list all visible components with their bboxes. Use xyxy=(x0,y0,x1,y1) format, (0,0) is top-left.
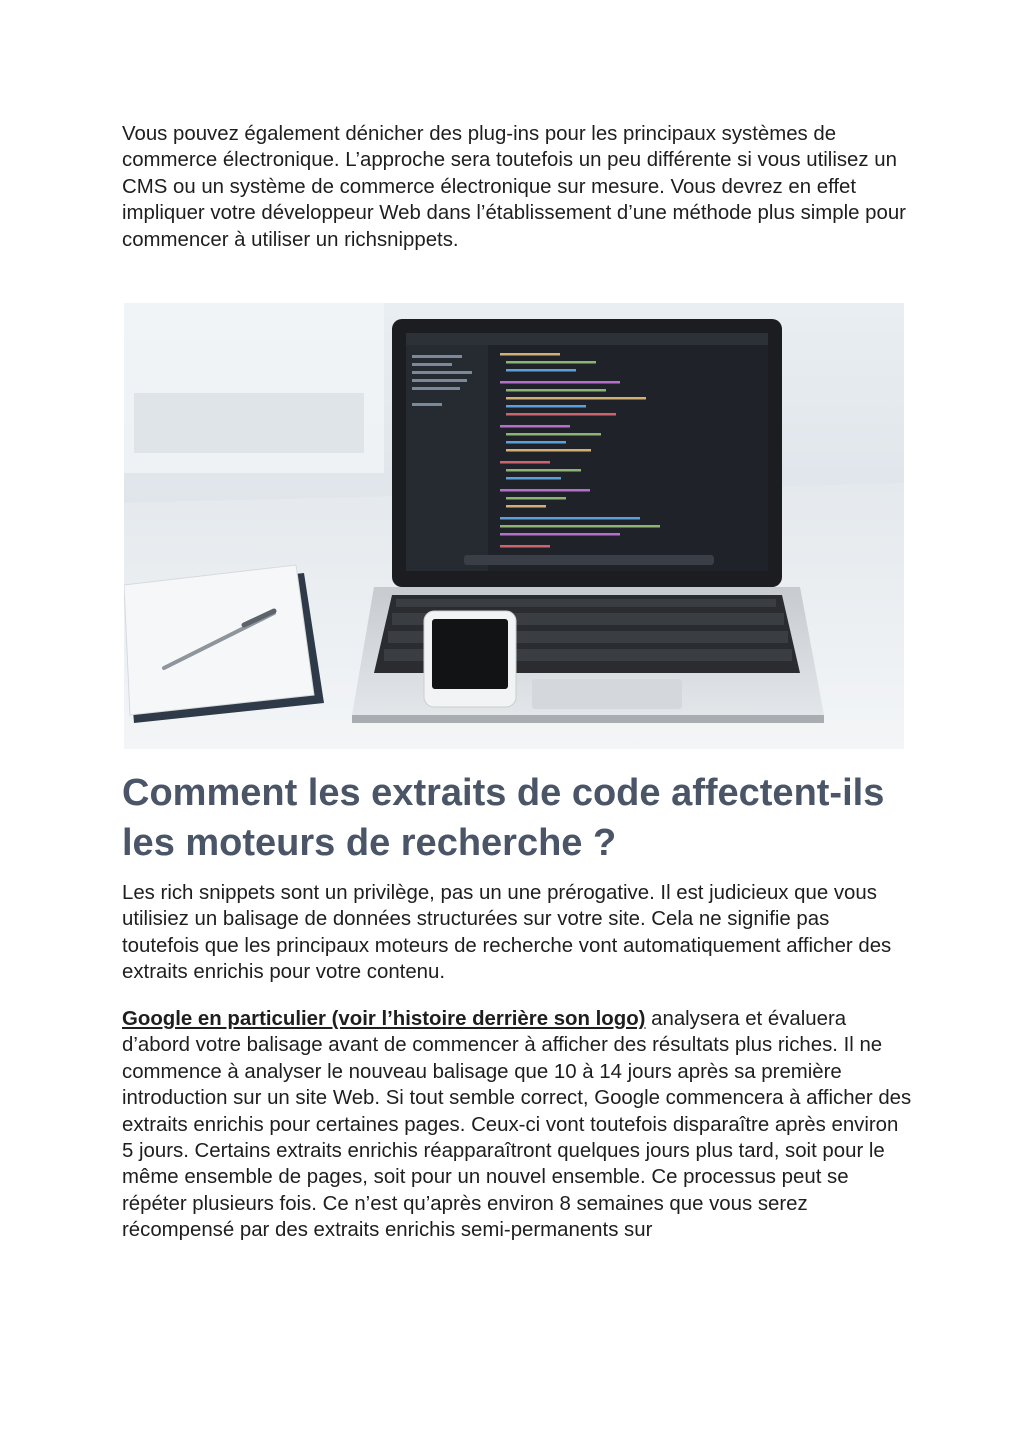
section-heading: Comment les extraits de code affectent-ils les moteurs de recherche ? xyxy=(122,772,885,864)
intro-paragraph: Vous pouvez également dénicher des plug-ins pour les principaux systèmes de commerce électronique. L’approche sera toutefois un peu différente si vous utilisez un CMS ou un système de commerce électronique sur mesure. Vous devrez en effet impliquer votre développeur Web dans l’établissement d’une méthode plus simple pour commencer à utiliser un richsnippets. xyxy=(122,123,906,251)
google-logo-story-link[interactable]: Google en particulier (voir l’histoire derrière son logo) xyxy=(122,1008,646,1030)
paragraph-3 xyxy=(122,1006,912,1244)
paragraph-2: Les rich snippets sont un privilège, pas un une prérogative. Il est judicieux que vous utilisiez un balisage de données structurées sur votre site. Cela ne signifie pas toutefois que les principaux moteurs de recherche vont automatiquement afficher des extraits enrichis pour votre contenu. xyxy=(122,882,892,984)
laptop-photo xyxy=(124,303,904,749)
paragraph-3-text: analysera et évaluera d’abord votre balisage avant de commencer à afficher des résultats plus riches. Il ne commence à analyser le nouveau balisage que 10 à 14 jours après sa première introduction sur un site Web. Si tout semble correct, Google commencera à afficher des extraits enrichis pour certaines pages. Ceux-ci vont toutefois disparaître après environ 5 jours. Certains extraits enrichis réapparaîtront quelques jours plus tard, soit pour le même ensemble de pages, soit pour un nouvel ensemble. Ce processus peut se répéter plusieurs fois. Ce n’est qu’après environ 8 semaines que vous serez récompensé par des extraits enrichis semi-permanents sur xyxy=(122,1008,912,1242)
